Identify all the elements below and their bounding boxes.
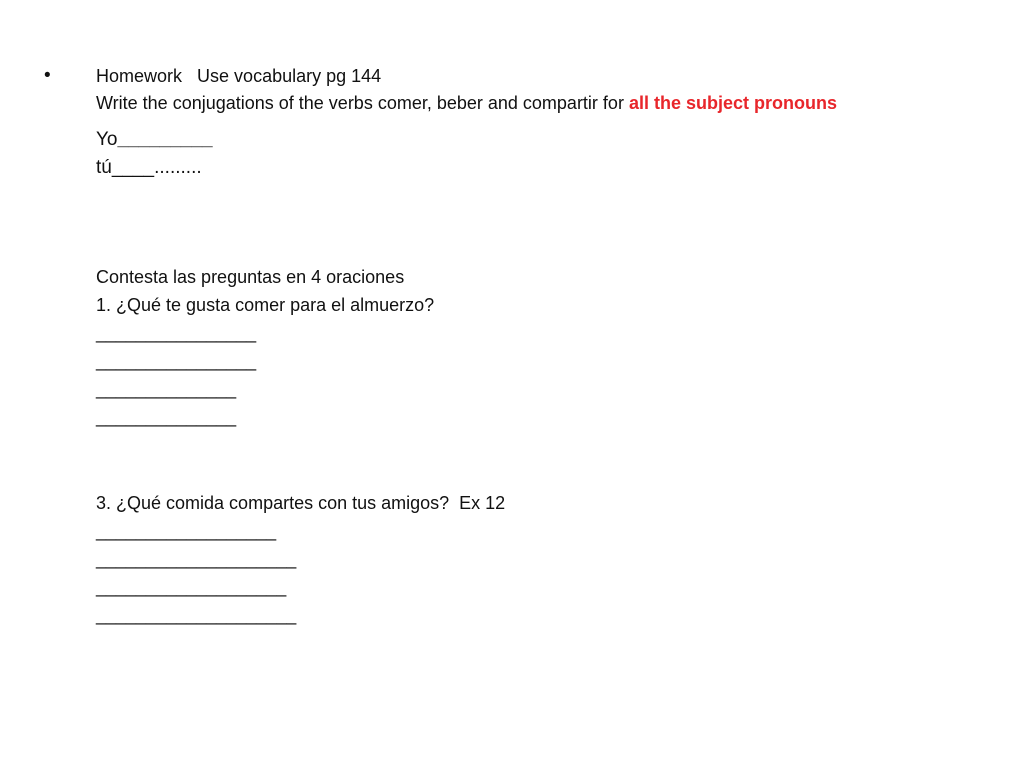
instruction-text: Write the conjugations of the verbs comer, beber and compartir for <box>96 93 629 113</box>
homework-heading <box>96 62 896 90</box>
question-section-1 <box>96 263 896 431</box>
pronoun-yo: Yo <box>96 129 118 150</box>
answer-line: ________________ <box>96 351 257 371</box>
question-1: 1. ¿Qué te gusta comer para el almuerzo? <box>96 295 435 315</box>
bullet-marker: • <box>44 65 51 86</box>
homework-title: Homework <box>96 66 183 86</box>
answer-line: __________________ <box>96 521 277 541</box>
homework-subtitle: Use vocabulary pg 144 <box>197 66 382 86</box>
question-3: 3. ¿Qué comida compartes con tus amigos? Ex 12 <box>96 493 506 513</box>
homework-spacer <box>182 66 197 86</box>
answer-line: ______________ <box>96 407 237 427</box>
conjugation-yo <box>96 126 896 154</box>
question-section-3 <box>96 489 896 629</box>
answer-line: ____________________ <box>96 605 297 625</box>
blank-yo: _________ <box>117 129 213 150</box>
pronoun-tu: tú <box>96 157 112 178</box>
answer-line: ______________ <box>96 379 237 399</box>
blank-tu: ____......... <box>111 157 202 178</box>
answer-line: ________________ <box>96 323 257 343</box>
conjugation-tu <box>96 154 896 182</box>
homework-instruction <box>96 90 876 116</box>
answer-line: ___________________ <box>96 577 287 597</box>
answer-line: ____________________ <box>96 549 297 569</box>
slide-content <box>96 62 896 629</box>
conjugation-list <box>96 126 896 182</box>
instruction-highlight: all the subject pronouns <box>628 93 837 113</box>
questions-intro: Contesta las preguntas en 4 oraciones <box>96 267 405 287</box>
